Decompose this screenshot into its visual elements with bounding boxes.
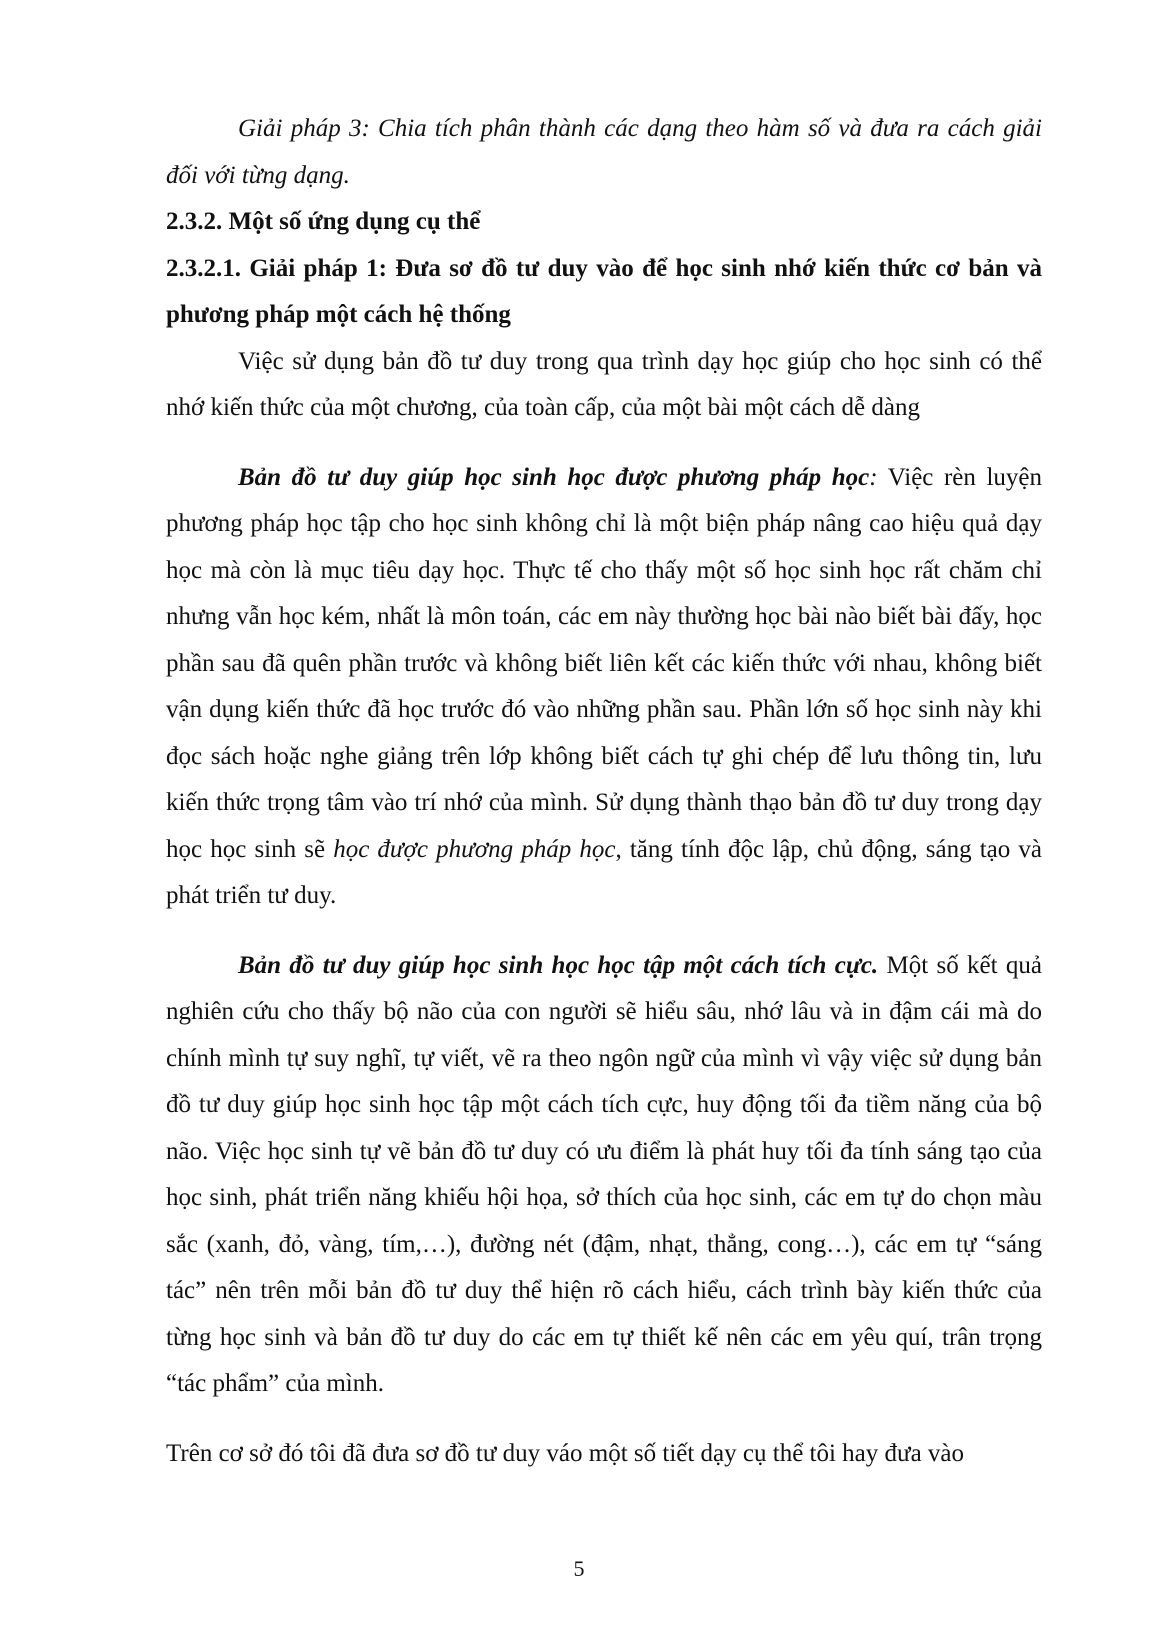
paragraph-learning-method-colon: : (869, 463, 878, 491)
paragraph-active-learning-lead: Bản đồ tư duy giúp học sinh học học tập một cách tích cực. (238, 951, 879, 979)
paragraph-learning-method (166, 455, 1042, 920)
intro-paragraph: Việc sử dụng bản đồ tư duy trong qua trình dạy học giúp cho học sinh có thể nhớ kiến thức của một chương, của toàn cấp, của một bài một cách dễ dàng (166, 347, 1042, 421)
document-page (166, 106, 1042, 1477)
section-heading-2-3-2: 2.3.2. Một số ứng dụng cụ thể (166, 208, 481, 235)
paragraph-learning-method-end: , tăng tính độc lập, chủ động, sáng tạo và phát triển tư duy. (166, 835, 1042, 909)
section-heading-2-3-2-1: 2.3.2.1. Giải pháp 1: Đưa sơ đồ tư duy vào để học sinh nhớ kiến thức cơ bản và phương pháp một cách hệ thống (166, 254, 1042, 328)
paragraph-learning-method-emphasis: học được phương pháp học (333, 835, 616, 863)
paragraph-active-learning (166, 943, 1042, 1408)
closing-paragraph: Trên cơ sở đó tôi đã đưa sơ đồ tư duy váo một số tiết dạy cụ thể tôi hay đưa vào (166, 1439, 965, 1467)
solution-3-text: Giải pháp 3: Chia tích phân thành các dạng theo hàm số và đưa ra cách giải đối với từng dạng. (166, 115, 1042, 189)
page-number: 5 (573, 1556, 585, 1581)
paragraph-learning-method-body: Việc rèn luyện phương pháp học tập cho học sinh không chỉ là một biện pháp nâng cao hiệu quả dạy học mà còn là mục tiêu dạy học. Thực tế cho thấy một số học sinh học rất chăm chỉ nhưng vẫn học kém, nhất là môn toán, các em này thường học bài nào biết bài đấy, học phần sau đã quên phần trước và không biết liên kết các kiến thức với nhau, không biết vận dụng kiến thức đã học trước đó vào những phần sau. Phần lớn số học sinh này khi đọc sách hoặc nghe giảng trên lớp không biết cách tự ghi chép để lưu thông tin, lưu kiến thức trọng tâm vào trí nhớ của mình. Sử dụng thành thạo bản đồ tư duy trong dạy học học sinh sẽ (166, 463, 1043, 863)
paragraph-active-learning-body: Một số kết quả nghiên cứu cho thấy bộ não của con người sẽ hiểu sâu, nhớ lâu và in đậm cái mà do chính mình tự suy nghĩ, tự viết, vẽ ra theo ngôn ngữ của mình vì vậy việc sử dụng bản đồ tư duy giúp học sinh học tập một cách tích cực, huy động tối đa tiềm năng của bộ não. Việc học sinh tự vẽ bản đồ tư duy có ưu điểm là phát huy tối đa tính sáng tạo của học sinh, phát triển năng khiếu hội họa, sở thích của học sinh, các em tự do chọn màu sắc (xanh, đỏ, vàng, tím,…), đường nét (đậm, nhạt, thẳng, cong…), các em tự “sáng tác” nên trên mỗi bản đồ tư duy thể hiện rõ cách hiểu, cách trình bày kiến thức của từng học sinh và bản đồ tư duy do các em tự thiết kế nên các em yêu quí, trân trọng “tác phẩm” của mình. (166, 951, 1042, 1397)
paragraph-learning-method-lead: Bản đồ tư duy giúp học sinh học được phương pháp học (238, 463, 870, 491)
